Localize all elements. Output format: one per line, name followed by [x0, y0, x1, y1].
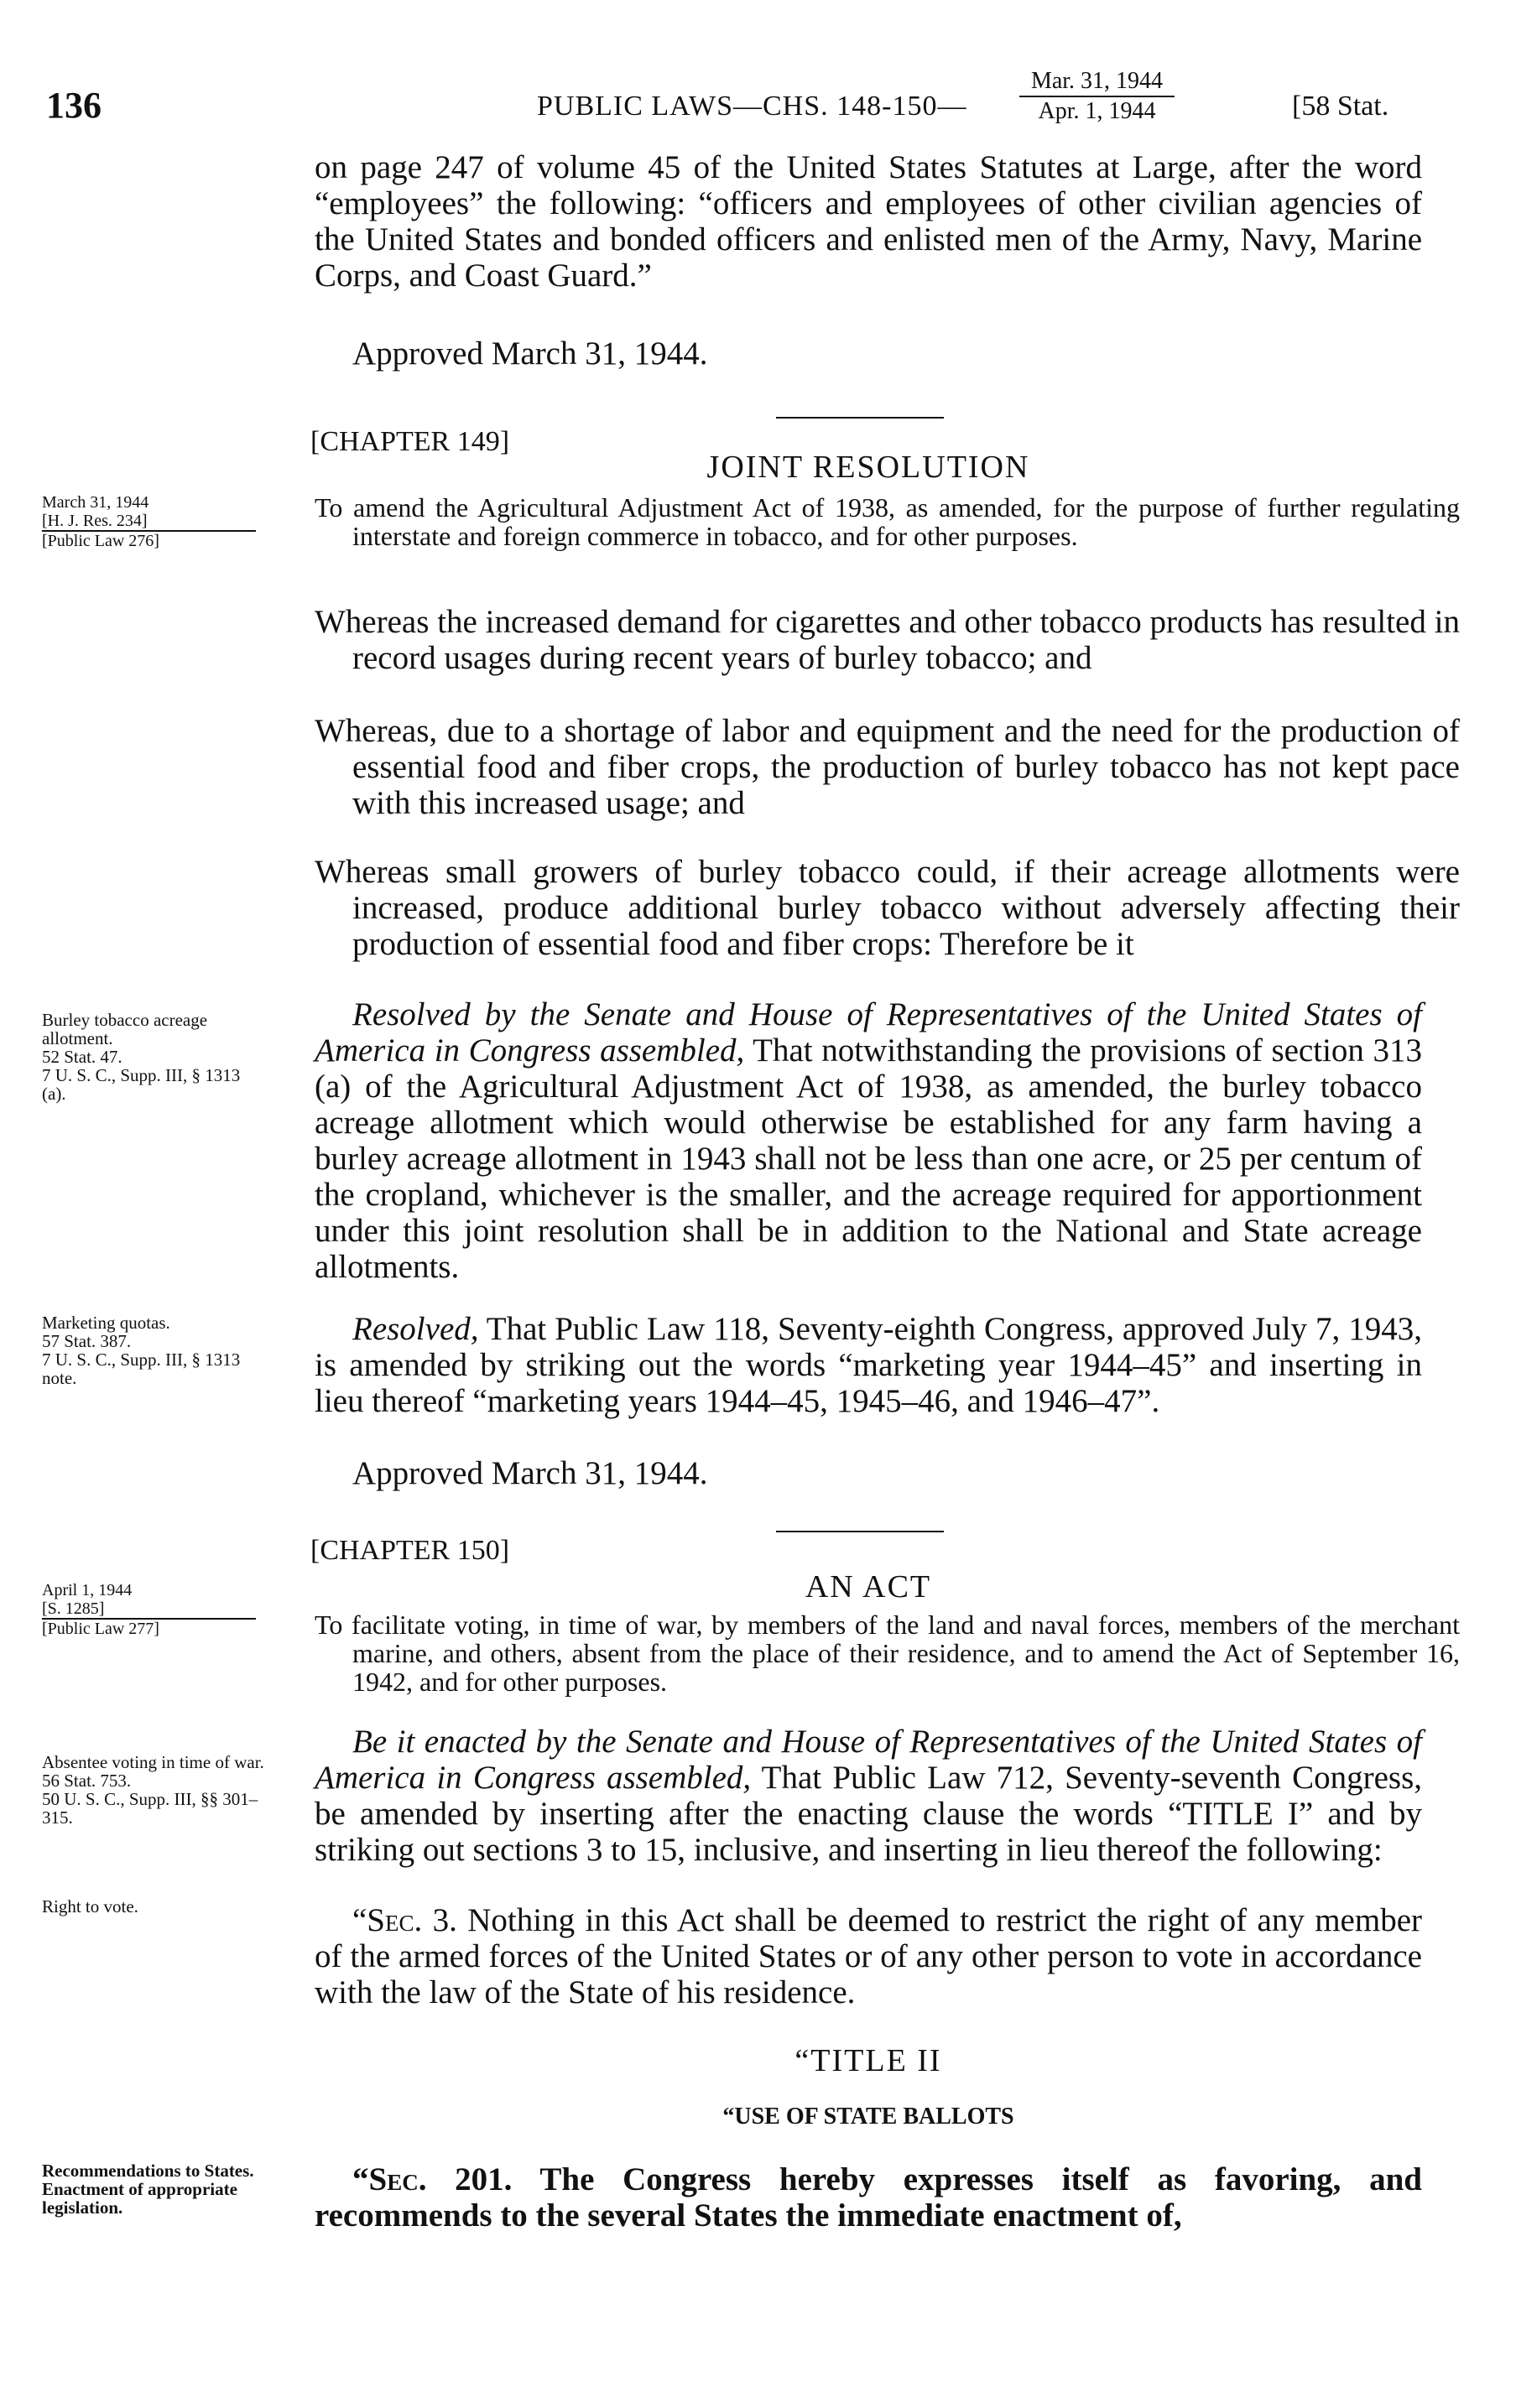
margin-note-stat: 57 Stat. 387. [42, 1331, 132, 1351]
margin-note-heading: Absentee voting in time of war. [42, 1752, 264, 1772]
section-divider [776, 1531, 944, 1532]
resolved-2-body: That Public Law 118, Seventy-eighth Congress, approved July 7, 1943, is amended by striking out the words “marketing year 1944–45” and inserting in lieu thereof “marketing years 1944–45, 1945–46, and 1946–47”. [315, 1311, 1422, 1419]
date-bottom: Apr. 1, 1944 [1038, 98, 1156, 124]
section-201 [315, 2161, 1422, 2234]
margin-note-usc: 7 U. S. C., Supp. III, § 1313 (a). [42, 1065, 241, 1104]
chapter150-type: AN ACT [805, 1569, 932, 1604]
resolved-2-enacting: Resolved, [352, 1311, 479, 1347]
margin-note-heading: Marketing quotas. [42, 1313, 170, 1333]
section-3 [315, 1902, 1422, 2010]
chapter149-margin-citation [42, 493, 268, 550]
date-top: Mar. 31, 1944 [1019, 67, 1175, 97]
chapter148-approved: Approved March 31, 1944. [352, 335, 708, 372]
margin-bill: [H. J. Res. 234] [42, 512, 148, 530]
running-head-dates [1019, 67, 1175, 126]
margin-note-stat: 52 Stat. 47. [42, 1047, 122, 1067]
whereas-1: Whereas the increased demand for cigarettes and other tobacco products has resulted in record usages during recent years of burley tobacco; and [315, 604, 1460, 676]
margin-law: [Public Law 276] [42, 532, 159, 550]
margin-note-stat: 56 Stat. 753. [42, 1771, 132, 1791]
running-head-title: PUBLIC LAWS—CHS. 148-150— [537, 91, 967, 122]
resolved-1-enacting: Resolved by the Senate and House of Representatives of the United States of America in Congress assembled, [315, 996, 1422, 1069]
margin-date: April 1, 1944 [42, 1581, 133, 1599]
whereas-2: Whereas, due to a shortage of labor and equipment and the need for the production of essential food and fiber crops, the production of burley tobacco has not kept pace with this increased usage; and [315, 713, 1460, 821]
title-2-subheading: “USE OF STATE BALLOTS [722, 2104, 1014, 2130]
resolved-2 [315, 1311, 1422, 1419]
title-2-heading: “TITLE II [794, 2043, 942, 2078]
chapter149-type: JOINT RESOLUTION [706, 450, 1030, 485]
enacting-clause-body: That Public Law 712, Seventy-seventh Congress, be amended by inserting after the enacting clause the words “TITLE I” and by striking out sections 3 to 15, inclusive, and inserting in lieu thereof the following: [315, 1760, 1422, 1868]
chapter150-margin-citation [42, 1581, 268, 1638]
chapter149-purpose: To amend the Agricultural Adjustment Act of 1938, as amended, for the purpose of further regulating interstate and foreign commerce in tobacco, and for other purposes. [315, 492, 1460, 551]
margin-bill: [S. 1285] [42, 1599, 105, 1618]
margin-note-heading: Recommendations to States. [42, 2161, 254, 2181]
volume-label: [58 Stat. [1292, 91, 1389, 122]
margin-note-marketing [42, 1313, 268, 1387]
section-divider [776, 417, 944, 419]
chapter150-purpose: To facilitate voting, in time of war, by members of the land and naval forces, members of the merchant marine, and others, absent from the place of their residence, and to amend the Act of September 16, 1942, and for other purposes. [315, 1610, 1460, 1697]
whereas-3: Whereas small growers of burley tobacco could, if their acreage allotments were increased, produce additional burley tobacco without adversely affecting their production of essential food and fiber crops: Therefore be it [315, 854, 1460, 962]
chapter150-label: [CHAPTER 150] [310, 1535, 510, 1566]
section-3-label: “Sec. 3. [352, 1902, 457, 1938]
resolved-1-body: That notwithstanding the provisions of section 313 (a) of the Agricultural Adjustment Act of 1938, as amended, the burley tobacco acreage allotment which would otherwise be established for any farm having a burley acreage allotment in 1943 shall not be less than one acre, or 25 per centum of the cropland, whichever is the smaller, and the acreage required for apportionment under this joint resolution shall be in addition to the National and State acreage allotments. [315, 1032, 1422, 1285]
enacting-clause-italic: Be it enacted by the Senate and House of Representatives of the United States of America in Congress assembled, [315, 1724, 1422, 1796]
enacting-clause [315, 1724, 1422, 1868]
margin-note-heading: Burley tobacco acreage allotment. [42, 1010, 208, 1048]
margin-note-usc: 7 U. S. C., Supp. III, § 1313 note. [42, 1350, 241, 1388]
margin-note-burley [42, 1011, 268, 1103]
margin-note-right-to-vote: Right to vote. [42, 1896, 138, 1917]
section-201-label: “Sec. 201. [352, 2161, 513, 2197]
margin-date: March 31, 1944 [42, 493, 149, 512]
page-number: 136 [46, 85, 102, 126]
margin-note-usc: 50 U. S. C., Supp. III, §§ 301–315. [42, 1789, 258, 1828]
margin-note-recommendations [42, 2161, 268, 2217]
resolved-1 [315, 996, 1422, 1285]
chapter149-label: [CHAPTER 149] [310, 426, 510, 457]
section-3-body: Nothing in this Act shall be deemed to restrict the right of any member of the armed forces of the United States or of any other person to vote in accordance with the law of the State of his residence. [315, 1902, 1422, 2010]
section-201-body: The Congress hereby expresses itself as favoring, and recommends to the several States the immediate enactment of, [315, 2161, 1422, 2234]
chapter148-paragraph: on page 247 of volume 45 of the United States Statutes at Large, after the word “employees” the following: “officers and employees of other civilian agencies of the United States and bonded officers and enlisted men of the Army, Navy, Marine Corps, and Coast Guard.” [315, 149, 1422, 294]
margin-note-absentee [42, 1753, 268, 1827]
margin-law: [Public Law 277] [42, 1620, 159, 1638]
chapter149-approved: Approved March 31, 1944. [352, 1455, 708, 1491]
margin-note-enactment: Enactment of appropriate legislation. [42, 2179, 237, 2218]
